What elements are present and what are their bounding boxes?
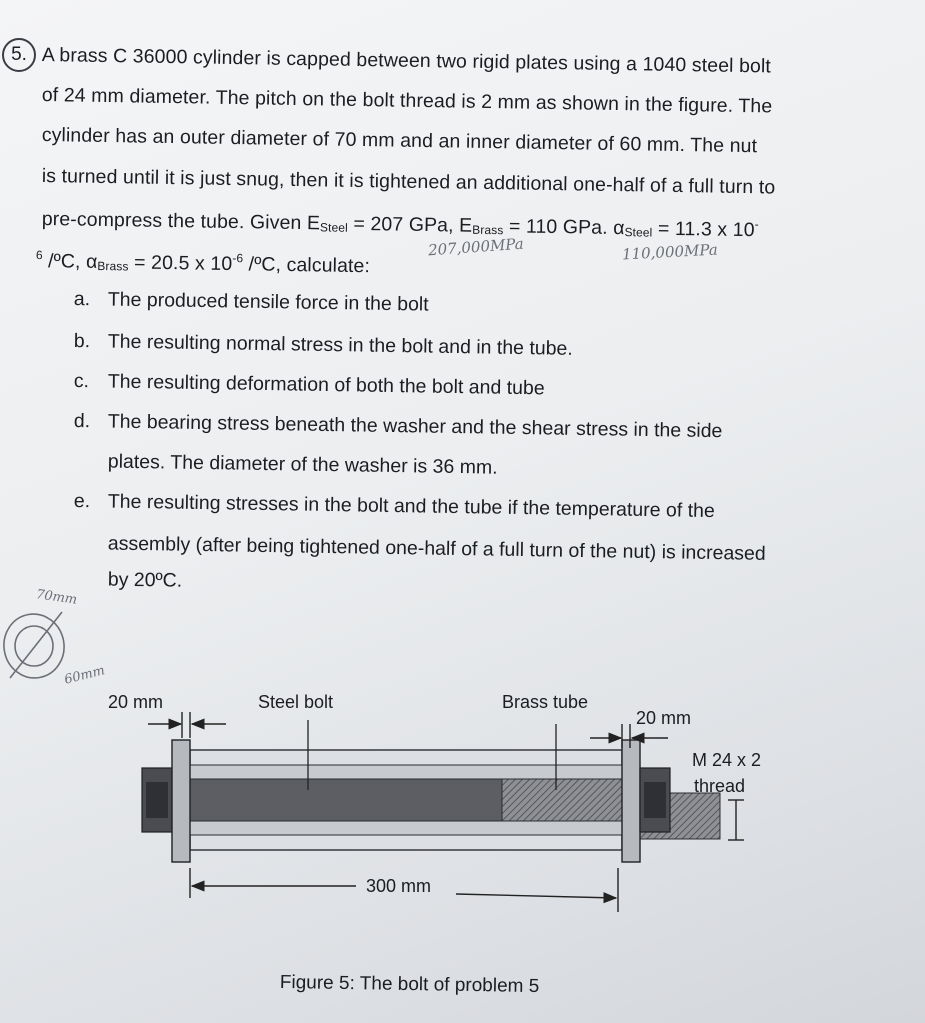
left-plate-dimension [148, 712, 226, 738]
problem-line-3: cylinder has an outer diameter of 70 mm and an inner diameter of 60 mm. The nut [41, 124, 758, 158]
list-item-e-continued-1: assembly (after being tightened one-half of a full turn of the nut) is increased [107, 532, 766, 565]
list-item-e-continued-2: by 20ºC. [107, 568, 183, 592]
label-thread-size: M 24 x 2 [692, 750, 762, 770]
label-thread: thread [694, 776, 746, 796]
handwritten-e-brass: 110,000MPa [621, 240, 719, 264]
label-brass-tube: Brass tube [502, 692, 589, 712]
problem-line-5: pre-compress the tube. Given ESteel = 207 GPa, EBrass = 110 GPa. αSteel = 11.3 x 10- [41, 207, 759, 242]
problem-number: 5. [2, 38, 36, 72]
handwritten-e-steel: 207,000MPa [427, 234, 525, 260]
list-item-e: e. The resulting stresses in the bolt and the tube if the temperature of the [73, 490, 715, 523]
figure-caption: Figure 5: The bolt of problem 5 [279, 972, 540, 998]
problem-line-6: $^6$ /ºC, αBrass = 20.5 x $10^{-6}$ /ºC, calculate: [35, 248, 371, 278]
label-right-plate-thickness: 20 mm [636, 708, 692, 728]
problem-line-2: of 24 mm diameter. The pitch on the bolt thread is 2 mm as shown in the figure. The [41, 84, 773, 118]
bolt-head [142, 768, 172, 832]
list-item-d-continued: plates. The diameter of the washer is 36 mm. [107, 450, 498, 479]
problem-line-1: A brass C 36000 cylinder is capped between two rigid plates using a 1040 steel bolt [41, 44, 772, 78]
list-item-b: b. The resulting normal stress in the bolt and in the tube. [73, 330, 573, 360]
thread-dimension [728, 800, 744, 840]
right-rigid-plate [622, 740, 640, 862]
list-item-c: c. The resulting deformation of both the bolt and tube [73, 370, 545, 400]
list-item-a: a. The produced tensile force in the bolt [73, 288, 429, 316]
label-length: 300 mm [366, 876, 432, 896]
label-steel-bolt: Steel bolt [258, 692, 334, 712]
nut [640, 768, 670, 832]
handwritten-outer-diameter: 70mm [35, 587, 79, 608]
list-item-d: d. The bearing stress beneath the washer and the shear stress in the side [73, 410, 723, 443]
label-left-plate-thickness: 20 mm [108, 692, 164, 712]
problem-line-4: is turned until it is just snug, then it is tightened an additional one-half of a full turn to [41, 165, 776, 199]
handwritten-inner-diameter: 60mm [62, 663, 107, 688]
left-rigid-plate [172, 740, 190, 862]
handwritten-cross-section-sketch [0, 609, 69, 682]
